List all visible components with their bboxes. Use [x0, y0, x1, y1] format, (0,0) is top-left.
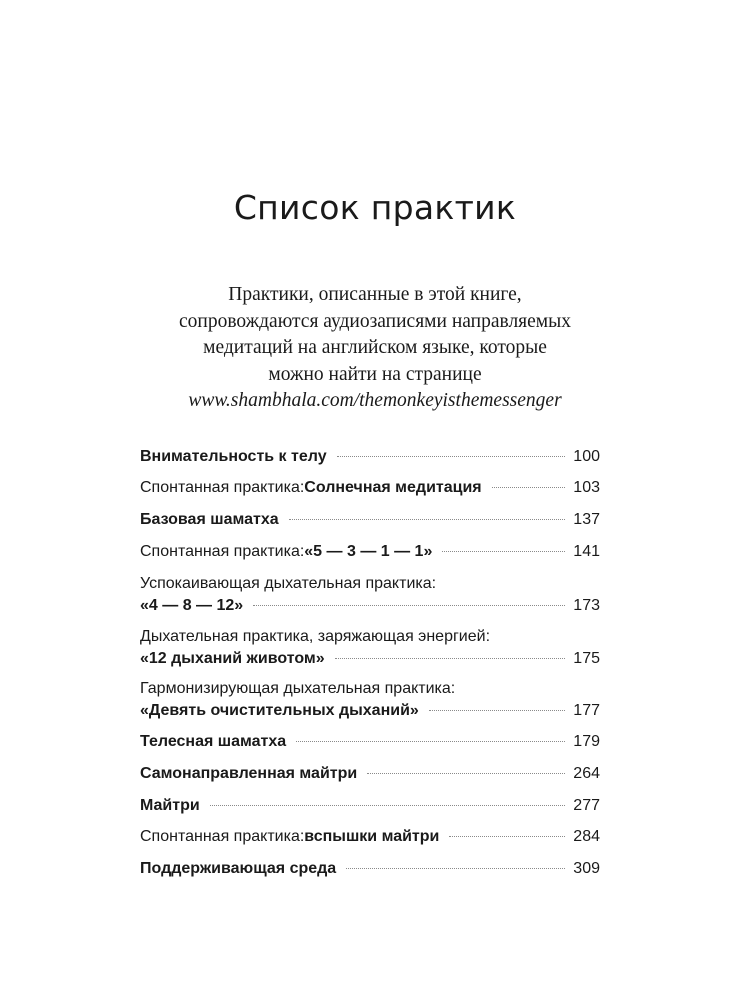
toc-title: «Девять очистительных дыханий» [140, 702, 419, 719]
toc-entry[interactable] [140, 541, 600, 563]
toc-title: Поддерживающая среда [140, 860, 337, 877]
dot-leader [253, 605, 565, 606]
toc-title: «5 — 3 — 1 — 1» [304, 543, 433, 560]
toc-page-number: 100 [573, 448, 600, 465]
toc-page-number: 177 [573, 702, 600, 719]
toc-subtitle: Дыхательная практика, заряжающая энергией: [140, 628, 491, 645]
dot-leader [449, 836, 565, 837]
toc-title: «12 дыханий животом» [140, 650, 325, 667]
toc-page-number: 179 [573, 733, 600, 750]
toc-title: Телесная шаматха [140, 733, 287, 750]
page-title: Список практик [233, 188, 517, 227]
toc-entry[interactable] [140, 626, 600, 670]
intro-url: www.shambhala.com/themonkeyisthemessenger [188, 390, 562, 411]
toc-title: Солнечная медитация [304, 479, 482, 496]
intro-line: можно найти на странице [268, 363, 482, 385]
toc-entry[interactable] [140, 477, 600, 499]
dot-leader [335, 658, 566, 659]
toc-subtitle: Успокаивающая дыхательная практика: [140, 575, 437, 592]
toc-title: вспышки майтри [304, 828, 440, 845]
intro-line: медитаций на английском языке, которые [203, 337, 547, 358]
toc-entry[interactable] [140, 446, 600, 468]
dot-leader [367, 773, 565, 774]
toc-page-number: 264 [573, 765, 600, 782]
dot-leader [296, 741, 565, 742]
toc-page-number: 284 [573, 828, 600, 845]
toc-title: Самонаправленная майтри [140, 765, 358, 782]
toc-prefix: Спонтанная практика: [140, 543, 305, 560]
dot-leader [289, 519, 566, 520]
toc-entry[interactable] [140, 573, 600, 617]
intro-line: Практики, описанные в этой книге, [228, 284, 522, 305]
toc-title: Внимательность к телу [140, 448, 327, 465]
toc-entry[interactable] [140, 731, 600, 753]
toc-title: «4 — 8 — 12» [140, 597, 244, 614]
intro-line: сопровождаются аудиозаписями направляемых [178, 310, 571, 332]
toc-title: Майтри [140, 797, 200, 814]
toc-page-number: 277 [573, 797, 600, 814]
intro-paragraph [0, 282, 750, 415]
toc-entry[interactable] [140, 678, 600, 722]
toc-page-number: 175 [573, 650, 600, 667]
dot-leader [346, 868, 565, 869]
toc-entry[interactable] [140, 858, 600, 880]
toc-title: Базовая шаматха [140, 511, 279, 528]
toc-entry[interactable] [140, 795, 600, 817]
toc-entry[interactable] [140, 509, 600, 531]
toc-page-number: 137 [573, 511, 600, 528]
toc-page-number: 309 [573, 860, 600, 877]
toc-page-number: 173 [573, 597, 600, 614]
toc-entry[interactable] [140, 826, 600, 848]
toc-page-number: 103 [573, 479, 600, 496]
toc-prefix: Спонтанная практика: [140, 828, 305, 845]
dot-leader [337, 456, 566, 457]
dot-leader [210, 805, 566, 806]
toc-prefix: Спонтанная практика: [140, 479, 305, 496]
toc-page-number: 141 [573, 543, 600, 560]
dot-leader [429, 710, 566, 711]
dot-leader [492, 487, 566, 488]
toc-subtitle: Гармонизирующая дыхательная практика: [140, 680, 456, 697]
dot-leader [442, 551, 565, 552]
toc-entry[interactable] [140, 763, 600, 785]
